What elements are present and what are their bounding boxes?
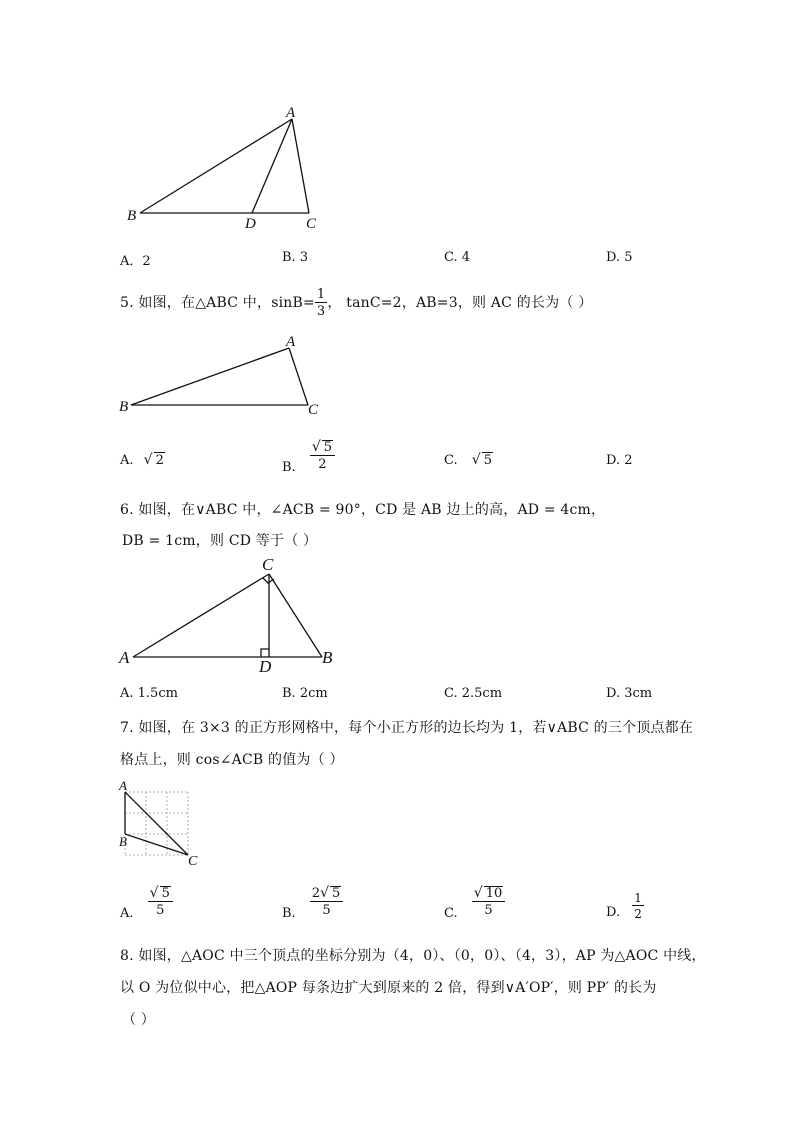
q7-option-c[interactable] bbox=[444, 885, 505, 921]
q7-option-b-radicand: 5 bbox=[332, 886, 341, 901]
sqrt-icon: √ bbox=[473, 885, 483, 901]
label-a: A bbox=[286, 105, 296, 121]
q6-stem-line2: DB = 1cm，则 CD 等于（ ） bbox=[122, 533, 318, 549]
q4-option-a[interactable]: A．2 bbox=[120, 254, 151, 269]
q5-option-c-radicand: 5 bbox=[483, 453, 492, 468]
q7-option-b[interactable] bbox=[282, 885, 343, 921]
q7-option-d-fraction bbox=[632, 892, 644, 920]
label-c: C bbox=[188, 854, 198, 869]
q5-stem-suffix: ， tanC=2，AB=3，则 AC 的长为（ ） bbox=[327, 295, 593, 311]
q4-option-d[interactable]: D. 5 bbox=[606, 250, 633, 265]
q5-sinb-num: 1 bbox=[316, 287, 326, 302]
segment-ad bbox=[252, 119, 292, 213]
segment-ab bbox=[131, 348, 289, 405]
segment-ac bbox=[292, 119, 309, 213]
q7-option-c-label: C. bbox=[444, 906, 458, 921]
q5-option-c-label: C. bbox=[444, 453, 458, 468]
q8-stem-line3: （ ） bbox=[122, 1012, 156, 1028]
q5-sinb-den: 3 bbox=[316, 304, 326, 319]
label-c: C bbox=[308, 402, 319, 418]
sqrt-icon: √ bbox=[149, 885, 159, 901]
label-d: D bbox=[245, 216, 256, 232]
label-a: A bbox=[119, 648, 130, 667]
sqrt-icon: √ bbox=[311, 439, 321, 455]
q7-option-b-label: B. bbox=[282, 906, 296, 921]
q7-option-b-coef: 2 bbox=[311, 886, 321, 901]
q7-option-d-den: 2 bbox=[634, 907, 642, 921]
q5-option-a-radicand: 2 bbox=[155, 453, 164, 468]
label-b: B bbox=[119, 834, 127, 849]
q7-option-a[interactable] bbox=[120, 885, 173, 921]
q4-option-c[interactable]: C. 4 bbox=[444, 250, 471, 265]
q5-sinb-fraction bbox=[315, 288, 327, 318]
q6-stem-line1: 6. 如图，在∨ABC 中，∠ACB = 90°，CD 是 AB 边上的高，AD = 4cm， bbox=[120, 502, 606, 518]
q7-option-c-fraction bbox=[472, 886, 505, 917]
q5-stem bbox=[120, 288, 592, 318]
sqrt-icon: √ bbox=[320, 885, 330, 901]
q7-option-c-den: 5 bbox=[484, 903, 493, 918]
label-c: C bbox=[306, 216, 317, 232]
label-a: A bbox=[119, 778, 127, 793]
right-angle-mark-d bbox=[261, 649, 269, 657]
q6-option-c[interactable]: C. 2.5cm bbox=[444, 686, 503, 701]
q6-option-a[interactable]: A. 1.5cm bbox=[120, 686, 178, 701]
q5-option-b-label: B. bbox=[282, 460, 296, 475]
label-b: B bbox=[119, 399, 129, 415]
q5-option-a-label: A. bbox=[120, 453, 134, 468]
q5-option-b-radicand: 5 bbox=[323, 440, 333, 455]
label-d: D bbox=[259, 657, 272, 676]
segment-ac bbox=[133, 574, 269, 657]
q7-option-b-den: 5 bbox=[322, 903, 331, 918]
q6-option-d[interactable]: D. 3cm bbox=[606, 686, 653, 701]
q5-stem-prefix: 5. 如图，在△ABC 中，sinB= bbox=[120, 295, 315, 311]
q7-option-a-den: 5 bbox=[156, 903, 165, 918]
q5-option-a[interactable] bbox=[120, 452, 165, 468]
q7-option-d[interactable] bbox=[606, 892, 644, 920]
sqrt-icon: √ bbox=[471, 452, 481, 468]
q7-option-c-radicand: 10 bbox=[485, 886, 503, 901]
q7-option-d-label: D. bbox=[606, 904, 621, 920]
q7-stem-line2: 格点上，则 cos∠ACB 的值为（ ） bbox=[120, 752, 344, 768]
segment-ab bbox=[140, 119, 292, 213]
q8-stem-line2: 以 O 为位似中心，把△AOP 每条边扩大到原来的 2 倍，得到∨A′OP′，则 PP′ 的长为 bbox=[120, 980, 657, 996]
label-b: B bbox=[322, 648, 333, 667]
q6-option-b[interactable]: B. 2cm bbox=[282, 686, 328, 701]
q7-option-a-fraction bbox=[148, 886, 173, 917]
figure-q6-right-triangle bbox=[0, 555, 794, 675]
sqrt-icon: √ bbox=[143, 452, 153, 468]
segment-bc bbox=[269, 574, 322, 657]
q5-option-d[interactable]: D. 2 bbox=[606, 453, 633, 468]
label-a: A bbox=[286, 334, 296, 350]
q7-option-a-label: A. bbox=[120, 906, 134, 921]
q7-option-b-fraction bbox=[310, 886, 343, 917]
segment-bc bbox=[125, 834, 188, 855]
q5-option-b[interactable] bbox=[282, 439, 335, 475]
segment-ac bbox=[125, 792, 188, 855]
q5-option-b-fraction bbox=[310, 440, 335, 471]
segment-ac bbox=[289, 348, 308, 405]
label-c: C bbox=[262, 555, 274, 574]
q7-stem-line1: 7. 如图，在 3×3 的正方形网格中，每个小正方形的边长均为 1，若∨ABC 的三个顶点都在 bbox=[120, 720, 694, 736]
q5-option-b-den: 2 bbox=[318, 457, 327, 472]
q7-option-d-num: 1 bbox=[634, 891, 642, 905]
q8-stem-line1: 8. 如图，△AOC 中三个顶点的坐标分别为（4，0）、（0，0）、（4，3），AP 为△AOC 中线， bbox=[120, 948, 706, 964]
figure-q4-triangle bbox=[0, 0, 794, 240]
q7-option-a-radicand: 5 bbox=[161, 886, 170, 901]
q5-option-c[interactable] bbox=[444, 452, 493, 468]
label-b: B bbox=[127, 208, 137, 224]
q4-option-b[interactable]: B. 3 bbox=[282, 250, 309, 265]
figure-q5-triangle bbox=[0, 330, 794, 430]
figure-q7-grid-triangle bbox=[0, 780, 794, 870]
